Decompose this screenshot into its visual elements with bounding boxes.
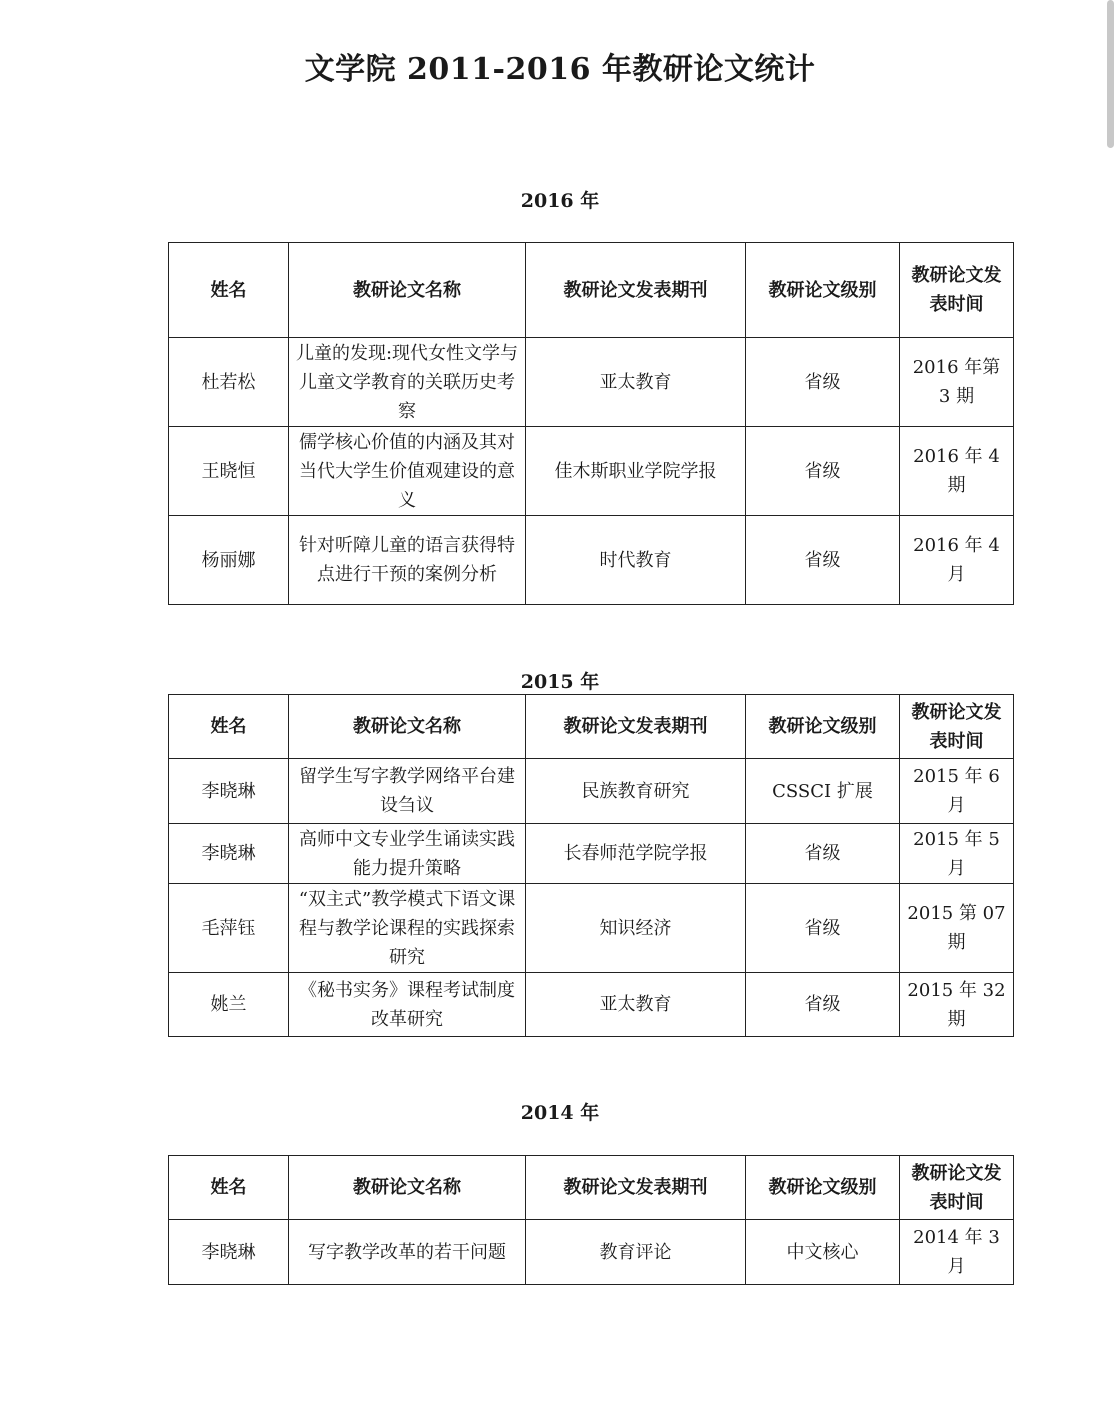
- cell-paper-title: 儒学核心价值的内涵及其对当代大学生价值观建设的意义: [289, 427, 526, 516]
- cell-journal: 亚太教育: [526, 973, 746, 1037]
- header-journal: 教研论文发表期刊: [526, 243, 746, 338]
- cell-journal: 长春师范学院学报: [526, 824, 746, 884]
- cell-journal: 教育评论: [526, 1220, 746, 1285]
- cell-paper-title: 《秘书实务》课程考试制度改革研究: [289, 973, 526, 1037]
- header-paper-title: 教研论文名称: [289, 243, 526, 338]
- table-2014: [168, 1155, 1014, 1285]
- cell-name: 杜若松: [169, 338, 289, 427]
- cell-paper-title: “双主式”教学模式下语文课程与教学论课程的实践探索研究: [289, 884, 526, 973]
- table-row: [169, 884, 1014, 973]
- cell-paper-title: 留学生写字教学网络平台建设刍议: [289, 759, 526, 824]
- header-journal: 教研论文发表期刊: [526, 1156, 746, 1220]
- table-header-row: [169, 695, 1014, 759]
- cell-level: 省级: [746, 516, 900, 605]
- cell-level: 省级: [746, 884, 900, 973]
- header-level: 教研论文级别: [746, 1156, 900, 1220]
- cell-date: 2016 年第 3 期: [900, 338, 1014, 427]
- header-level: 教研论文级别: [746, 695, 900, 759]
- cell-date: 2015 年 6 月: [900, 759, 1014, 824]
- cell-name: 毛萍钰: [169, 884, 289, 973]
- cell-name: 姚兰: [169, 973, 289, 1037]
- cell-paper-title: 针对听障儿童的语言获得特点进行干预的案例分析: [289, 516, 526, 605]
- cell-level: 中文核心: [746, 1220, 900, 1285]
- cell-date: 2014 年 3 月: [900, 1220, 1014, 1285]
- cell-date: 2015 年 32 期: [900, 973, 1014, 1037]
- header-date: 教研论文发表时间: [900, 243, 1014, 338]
- cell-journal: 佳木斯职业学院学报: [526, 427, 746, 516]
- cell-name: 李晓琳: [169, 1220, 289, 1285]
- table-row: [169, 516, 1014, 605]
- cell-journal: 时代教育: [526, 516, 746, 605]
- document-title: 文学院 2011-2016 年教研论文统计: [304, 52, 816, 87]
- cell-journal: 民族教育研究: [526, 759, 746, 824]
- table-row: [169, 427, 1014, 516]
- cell-level: 省级: [746, 427, 900, 516]
- cell-level: 省级: [746, 338, 900, 427]
- cell-name: 李晓琳: [169, 824, 289, 884]
- section-2014-heading: 2014 年: [520, 1102, 600, 1124]
- cell-paper-title: 写字教学改革的若干问题: [289, 1220, 526, 1285]
- table-row: [169, 973, 1014, 1037]
- cell-name: 李晓琳: [169, 759, 289, 824]
- table-2016: [168, 242, 1014, 605]
- header-name: 姓名: [169, 695, 289, 759]
- cell-date: 2016 年 4 月: [900, 516, 1014, 605]
- cell-date: 2015 年 5 月: [900, 824, 1014, 884]
- header-name: 姓名: [169, 243, 289, 338]
- cell-name: 杨丽娜: [169, 516, 289, 605]
- vertical-scrollbar[interactable]: [1107, 0, 1114, 148]
- section-2016-heading: 2016 年: [520, 190, 600, 212]
- cell-journal: 亚太教育: [526, 338, 746, 427]
- table-row: [169, 759, 1014, 824]
- cell-date: 2015 第 07 期: [900, 884, 1014, 973]
- header-date: 教研论文发表时间: [900, 1156, 1014, 1220]
- header-paper-title: 教研论文名称: [289, 695, 526, 759]
- cell-date: 2016 年 4 期: [900, 427, 1014, 516]
- table-2015: [168, 694, 1014, 1037]
- table-row: [169, 338, 1014, 427]
- cell-paper-title: 儿童的发现:现代女性文学与儿童文学教育的关联历史考察: [289, 338, 526, 427]
- cell-level: CSSCI 扩展: [746, 759, 900, 824]
- cell-level: 省级: [746, 824, 900, 884]
- cell-paper-title: 高师中文专业学生诵读实践能力提升策略: [289, 824, 526, 884]
- table-row: [169, 1220, 1014, 1285]
- section-2015-heading: 2015 年: [520, 671, 600, 693]
- cell-level: 省级: [746, 973, 900, 1037]
- header-level: 教研论文级别: [746, 243, 900, 338]
- table-row: [169, 824, 1014, 884]
- table-header-row: [169, 1156, 1014, 1220]
- cell-name: 王晓恒: [169, 427, 289, 516]
- header-name: 姓名: [169, 1156, 289, 1220]
- header-date: 教研论文发表时间: [900, 695, 1014, 759]
- header-paper-title: 教研论文名称: [289, 1156, 526, 1220]
- header-journal: 教研论文发表期刊: [526, 695, 746, 759]
- table-header-row: [169, 243, 1014, 338]
- cell-journal: 知识经济: [526, 884, 746, 973]
